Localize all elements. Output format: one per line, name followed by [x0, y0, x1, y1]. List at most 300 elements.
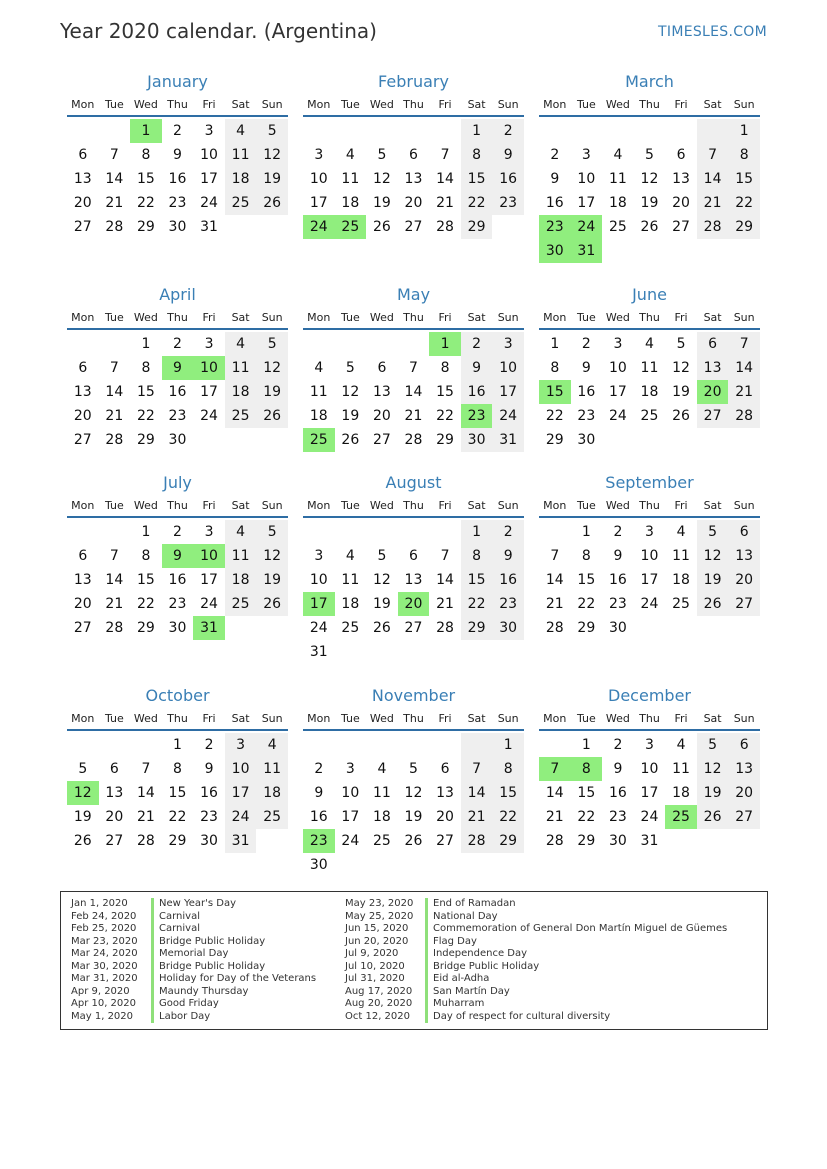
day-cell[interactable]: 27: [105, 833, 124, 849]
day-cell[interactable]: 13: [404, 572, 423, 588]
day-cell[interactable]: 19: [697, 568, 729, 592]
day-cell[interactable]: 7: [109, 147, 119, 163]
day-cell[interactable]: 6: [78, 147, 88, 163]
day-cell[interactable]: 28: [136, 833, 155, 849]
day-cell[interactable]: 17: [608, 384, 627, 400]
day-cell[interactable]: 20: [436, 809, 454, 825]
day-cell[interactable]: 9: [492, 544, 524, 568]
day-cell[interactable]: 13: [372, 384, 391, 400]
day-cell[interactable]: 6: [728, 520, 760, 544]
day-cell[interactable]: 19: [640, 195, 659, 211]
day-cell[interactable]: 26: [672, 408, 690, 424]
day-cell[interactable]: 1: [141, 336, 151, 352]
day-cell[interactable]: 2: [173, 123, 182, 139]
day-cell[interactable]: 19: [404, 809, 423, 825]
day-cell[interactable]: 30: [461, 428, 493, 452]
day-cell[interactable]: 29: [136, 620, 155, 636]
day-cell[interactable]: 22: [492, 805, 524, 829]
day-cell[interactable]: 18: [672, 572, 690, 588]
day-cell[interactable]: 29: [136, 219, 155, 235]
day-cell[interactable]: 28: [404, 432, 423, 448]
day-cell[interactable]: 15: [136, 572, 155, 588]
day-cell[interactable]: 10: [577, 171, 596, 187]
day-cell[interactable]: 4: [676, 524, 686, 540]
day-cell[interactable]: 29: [136, 432, 155, 448]
day-cell[interactable]: 26: [697, 592, 729, 616]
day-cell[interactable]: 8: [550, 360, 560, 376]
day-cell[interactable]: 8: [141, 147, 151, 163]
day-cell[interactable]: 8: [728, 143, 760, 167]
day-cell[interactable]: 16: [492, 568, 524, 592]
day-cell[interactable]: 24: [309, 620, 328, 636]
day-cell[interactable]: 3: [645, 524, 654, 540]
day-cell[interactable]: 15: [539, 380, 571, 404]
day-cell[interactable]: 29: [168, 833, 187, 849]
day-cell[interactable]: 28: [105, 432, 124, 448]
day-cell[interactable]: 23: [608, 809, 627, 825]
day-cell[interactable]: 12: [697, 544, 729, 568]
day-cell[interactable]: 14: [436, 572, 454, 588]
day-cell[interactable]: 12: [404, 785, 423, 801]
day-cell[interactable]: 9: [162, 544, 194, 568]
day-cell[interactable]: 17: [640, 785, 659, 801]
day-cell[interactable]: 18: [225, 568, 257, 592]
day-cell[interactable]: 17: [640, 572, 659, 588]
day-cell[interactable]: 22: [461, 592, 493, 616]
day-cell[interactable]: 11: [672, 761, 690, 777]
day-cell[interactable]: 16: [608, 572, 627, 588]
day-cell[interactable]: 17: [200, 384, 218, 400]
day-cell[interactable]: 15: [136, 171, 155, 187]
day-cell[interactable]: 19: [697, 781, 729, 805]
day-cell[interactable]: 14: [136, 785, 155, 801]
day-cell[interactable]: 6: [409, 548, 418, 564]
day-cell[interactable]: 25: [640, 408, 659, 424]
day-cell[interactable]: 18: [672, 785, 690, 801]
day-cell[interactable]: 31: [492, 428, 524, 452]
day-cell[interactable]: 25: [372, 833, 391, 849]
day-cell[interactable]: 9: [613, 548, 623, 564]
day-cell[interactable]: 8: [571, 757, 603, 781]
day-cell[interactable]: 4: [645, 336, 654, 352]
day-cell[interactable]: 18: [256, 781, 288, 805]
day-cell[interactable]: 12: [372, 171, 391, 187]
day-cell[interactable]: 25: [672, 596, 690, 612]
day-cell[interactable]: 8: [141, 548, 151, 564]
day-cell[interactable]: 13: [436, 785, 454, 801]
day-cell[interactable]: 27: [436, 833, 454, 849]
day-cell[interactable]: 4: [225, 520, 257, 544]
day-cell[interactable]: 7: [440, 147, 450, 163]
day-cell[interactable]: 19: [672, 384, 690, 400]
day-cell[interactable]: 2: [613, 524, 623, 540]
day-cell[interactable]: 15: [461, 568, 493, 592]
day-cell[interactable]: 20: [105, 809, 124, 825]
day-cell[interactable]: 9: [550, 171, 560, 187]
day-cell[interactable]: 1: [461, 520, 493, 544]
day-cell[interactable]: 23: [492, 191, 524, 215]
day-cell[interactable]: 20: [404, 195, 423, 211]
day-cell[interactable]: 15: [728, 167, 760, 191]
day-cell[interactable]: 11: [256, 757, 288, 781]
day-cell[interactable]: 7: [440, 548, 450, 564]
day-cell[interactable]: 13: [672, 171, 690, 187]
day-cell[interactable]: 14: [105, 171, 124, 187]
day-cell[interactable]: 6: [440, 761, 450, 777]
day-cell[interactable]: 12: [256, 143, 288, 167]
day-cell[interactable]: 14: [105, 384, 124, 400]
day-cell[interactable]: 10: [640, 548, 659, 564]
day-cell[interactable]: 16: [461, 380, 493, 404]
day-cell[interactable]: 13: [728, 757, 760, 781]
day-cell[interactable]: 9: [461, 356, 493, 380]
day-cell[interactable]: 5: [256, 119, 288, 143]
day-cell[interactable]: 26: [256, 404, 288, 428]
day-cell[interactable]: 28: [436, 620, 454, 636]
day-cell[interactable]: 17: [200, 572, 218, 588]
day-cell[interactable]: 20: [73, 408, 92, 424]
day-cell[interactable]: 30: [539, 239, 571, 263]
day-cell[interactable]: 5: [256, 332, 288, 356]
day-cell[interactable]: 30: [309, 857, 328, 873]
day-cell[interactable]: 8: [173, 761, 182, 777]
day-cell[interactable]: 19: [256, 568, 288, 592]
day-cell[interactable]: 21: [545, 596, 564, 612]
day-cell[interactable]: 13: [105, 785, 124, 801]
day-cell[interactable]: 16: [168, 572, 187, 588]
day-cell[interactable]: 24: [640, 596, 659, 612]
day-cell[interactable]: 22: [436, 408, 454, 424]
day-cell[interactable]: 3: [204, 336, 214, 352]
day-cell[interactable]: 28: [436, 219, 454, 235]
day-cell[interactable]: 9: [162, 356, 194, 380]
day-cell[interactable]: 2: [613, 737, 623, 753]
day-cell[interactable]: 11: [608, 171, 627, 187]
day-cell[interactable]: 22: [577, 596, 596, 612]
day-cell[interactable]: 23: [168, 195, 187, 211]
day-cell[interactable]: 9: [581, 360, 591, 376]
day-cell[interactable]: 28: [545, 833, 564, 849]
day-cell[interactable]: 2: [314, 761, 324, 777]
day-cell[interactable]: 18: [608, 195, 627, 211]
day-cell[interactable]: 28: [105, 219, 124, 235]
day-cell[interactable]: 4: [345, 147, 355, 163]
day-cell[interactable]: 1: [429, 332, 461, 356]
day-cell[interactable]: 28: [105, 620, 124, 636]
day-cell[interactable]: 27: [672, 219, 690, 235]
day-cell[interactable]: 19: [256, 167, 288, 191]
day-cell[interactable]: 16: [492, 167, 524, 191]
day-cell[interactable]: 27: [404, 620, 423, 636]
day-cell[interactable]: 7: [728, 332, 760, 356]
day-cell[interactable]: 17: [577, 195, 596, 211]
day-cell[interactable]: 30: [577, 432, 596, 448]
day-cell[interactable]: 31: [193, 616, 225, 640]
day-cell[interactable]: 3: [314, 147, 324, 163]
day-cell[interactable]: 28: [545, 620, 564, 636]
day-cell[interactable]: 26: [404, 833, 423, 849]
day-cell[interactable]: 17: [225, 781, 257, 805]
day-cell[interactable]: 16: [200, 785, 218, 801]
day-cell[interactable]: 1: [492, 733, 524, 757]
day-cell[interactable]: 1: [728, 119, 760, 143]
day-cell[interactable]: 11: [372, 785, 391, 801]
day-cell[interactable]: 15: [168, 785, 187, 801]
day-cell[interactable]: 14: [436, 171, 454, 187]
day-cell[interactable]: 7: [461, 757, 493, 781]
day-cell[interactable]: 16: [545, 195, 564, 211]
day-cell[interactable]: 5: [645, 147, 654, 163]
day-cell[interactable]: 25: [341, 620, 360, 636]
day-cell[interactable]: 21: [105, 195, 124, 211]
day-cell[interactable]: 17: [303, 592, 335, 616]
day-cell[interactable]: 14: [461, 781, 493, 805]
day-cell[interactable]: 22: [136, 596, 155, 612]
day-cell[interactable]: 8: [581, 548, 591, 564]
day-cell[interactable]: 3: [645, 737, 654, 753]
day-cell[interactable]: 6: [697, 332, 729, 356]
day-cell[interactable]: 15: [492, 781, 524, 805]
day-cell[interactable]: 4: [613, 147, 623, 163]
day-cell[interactable]: 23: [577, 408, 596, 424]
day-cell[interactable]: 5: [345, 360, 355, 376]
day-cell[interactable]: 2: [492, 119, 524, 143]
day-cell[interactable]: 15: [577, 785, 596, 801]
day-cell[interactable]: 28: [728, 404, 760, 428]
day-cell[interactable]: 19: [341, 408, 360, 424]
day-cell[interactable]: 27: [728, 592, 760, 616]
day-cell[interactable]: 16: [577, 384, 596, 400]
day-cell[interactable]: 24: [200, 408, 218, 424]
day-cell[interactable]: 10: [309, 572, 328, 588]
day-cell[interactable]: 22: [136, 195, 155, 211]
day-cell[interactable]: 4: [314, 360, 324, 376]
day-cell[interactable]: 22: [461, 191, 493, 215]
day-cell[interactable]: 14: [728, 356, 760, 380]
day-cell[interactable]: 13: [697, 356, 729, 380]
day-cell[interactable]: 12: [256, 544, 288, 568]
day-cell[interactable]: 24: [341, 833, 360, 849]
day-cell[interactable]: 25: [225, 592, 257, 616]
day-cell[interactable]: 30: [608, 833, 627, 849]
day-cell[interactable]: 27: [404, 219, 423, 235]
day-cell[interactable]: 6: [78, 548, 88, 564]
day-cell[interactable]: 7: [109, 548, 119, 564]
day-cell[interactable]: 27: [73, 432, 92, 448]
day-cell[interactable]: 4: [225, 119, 257, 143]
day-cell[interactable]: 20: [372, 408, 391, 424]
day-cell[interactable]: 7: [697, 143, 729, 167]
day-cell[interactable]: 8: [141, 360, 151, 376]
day-cell[interactable]: 13: [73, 171, 92, 187]
day-cell[interactable]: 23: [461, 404, 493, 428]
day-cell[interactable]: 25: [225, 404, 257, 428]
day-cell[interactable]: 29: [577, 620, 596, 636]
day-cell[interactable]: 20: [73, 195, 92, 211]
day-cell[interactable]: 7: [539, 757, 571, 781]
day-cell[interactable]: 7: [550, 548, 560, 564]
day-cell[interactable]: 3: [314, 548, 324, 564]
day-cell[interactable]: 17: [492, 380, 524, 404]
day-cell[interactable]: 20: [728, 568, 760, 592]
day-cell[interactable]: 11: [225, 544, 257, 568]
day-cell[interactable]: 16: [309, 809, 328, 825]
day-cell[interactable]: 26: [256, 191, 288, 215]
day-cell[interactable]: 30: [608, 620, 627, 636]
day-cell[interactable]: 27: [728, 805, 760, 829]
day-cell[interactable]: 14: [697, 167, 729, 191]
day-cell[interactable]: 28: [461, 829, 493, 853]
day-cell[interactable]: 31: [225, 829, 257, 853]
day-cell[interactable]: 23: [168, 408, 187, 424]
day-cell[interactable]: 17: [341, 809, 360, 825]
day-cell[interactable]: 21: [461, 805, 493, 829]
day-cell[interactable]: 19: [73, 809, 92, 825]
day-cell[interactable]: 10: [225, 757, 257, 781]
day-cell[interactable]: 8: [492, 757, 524, 781]
day-cell[interactable]: 4: [225, 332, 257, 356]
day-cell[interactable]: 22: [545, 408, 564, 424]
day-cell[interactable]: 13: [73, 384, 92, 400]
day-cell[interactable]: 29: [492, 829, 524, 853]
day-cell[interactable]: 29: [577, 833, 596, 849]
day-cell[interactable]: 15: [136, 384, 155, 400]
day-cell[interactable]: 6: [109, 761, 119, 777]
day-cell[interactable]: 20: [73, 596, 92, 612]
day-cell[interactable]: 31: [571, 239, 603, 263]
day-cell[interactable]: 30: [168, 432, 187, 448]
day-cell[interactable]: 9: [613, 761, 623, 777]
day-cell[interactable]: 23: [200, 809, 218, 825]
day-cell[interactable]: 26: [256, 592, 288, 616]
day-cell[interactable]: 6: [377, 360, 387, 376]
day-cell[interactable]: 18: [640, 384, 659, 400]
day-cell[interactable]: 1: [130, 119, 162, 143]
day-cell[interactable]: 3: [225, 733, 257, 757]
day-cell[interactable]: 27: [73, 620, 92, 636]
day-cell[interactable]: 24: [200, 195, 218, 211]
day-cell[interactable]: 8: [461, 544, 493, 568]
day-cell[interactable]: 2: [550, 147, 560, 163]
day-cell[interactable]: 18: [309, 408, 328, 424]
day-cell[interactable]: 15: [436, 384, 454, 400]
day-cell[interactable]: 14: [404, 384, 423, 400]
day-cell[interactable]: 2: [492, 520, 524, 544]
day-cell[interactable]: 21: [404, 408, 423, 424]
day-cell[interactable]: 25: [608, 219, 627, 235]
day-cell[interactable]: 26: [73, 833, 92, 849]
day-cell[interactable]: 3: [204, 524, 214, 540]
day-cell[interactable]: 2: [204, 737, 214, 753]
day-cell[interactable]: 21: [728, 380, 760, 404]
day-cell[interactable]: 5: [256, 520, 288, 544]
day-cell[interactable]: 7: [409, 360, 418, 376]
day-cell[interactable]: 25: [665, 805, 697, 829]
day-cell[interactable]: 24: [492, 404, 524, 428]
day-cell[interactable]: 12: [640, 171, 659, 187]
day-cell[interactable]: 31: [309, 644, 328, 660]
day-cell[interactable]: 14: [105, 572, 124, 588]
day-cell[interactable]: 22: [577, 809, 596, 825]
day-cell[interactable]: 28: [697, 215, 729, 239]
day-cell[interactable]: 1: [550, 336, 560, 352]
day-cell[interactable]: 21: [105, 596, 124, 612]
day-cell[interactable]: 3: [492, 332, 524, 356]
day-cell[interactable]: 12: [67, 781, 99, 805]
day-cell[interactable]: 11: [640, 360, 659, 376]
day-cell[interactable]: 10: [492, 356, 524, 380]
day-cell[interactable]: 24: [571, 215, 603, 239]
day-cell[interactable]: 20: [672, 195, 690, 211]
day-cell[interactable]: 1: [581, 737, 591, 753]
day-cell[interactable]: 12: [341, 384, 360, 400]
day-cell[interactable]: 23: [168, 596, 187, 612]
day-cell[interactable]: 12: [372, 572, 391, 588]
day-cell[interactable]: 15: [461, 167, 493, 191]
day-cell[interactable]: 2: [461, 332, 493, 356]
day-cell[interactable]: 26: [372, 620, 391, 636]
day-cell[interactable]: 21: [436, 596, 454, 612]
day-cell[interactable]: 14: [545, 572, 564, 588]
day-cell[interactable]: 20: [398, 592, 430, 616]
day-cell[interactable]: 6: [409, 147, 418, 163]
day-cell[interactable]: 21: [105, 408, 124, 424]
day-cell[interactable]: 11: [309, 384, 328, 400]
day-cell[interactable]: 11: [225, 356, 257, 380]
day-cell[interactable]: 3: [613, 336, 623, 352]
day-cell[interactable]: 16: [608, 785, 627, 801]
day-cell[interactable]: 21: [697, 191, 729, 215]
day-cell[interactable]: 19: [372, 596, 391, 612]
day-cell[interactable]: 10: [193, 356, 225, 380]
day-cell[interactable]: 3: [345, 761, 355, 777]
day-cell[interactable]: 18: [341, 596, 360, 612]
day-cell[interactable]: 26: [372, 219, 391, 235]
day-cell[interactable]: 29: [436, 432, 454, 448]
day-cell[interactable]: 24: [225, 805, 257, 829]
day-cell[interactable]: 31: [200, 219, 218, 235]
day-cell[interactable]: 15: [577, 572, 596, 588]
day-cell[interactable]: 11: [341, 171, 360, 187]
day-cell[interactable]: 8: [461, 143, 493, 167]
day-cell[interactable]: 21: [545, 809, 564, 825]
day-cell[interactable]: 26: [640, 219, 659, 235]
day-cell[interactable]: 18: [372, 809, 391, 825]
day-cell[interactable]: 21: [436, 195, 454, 211]
day-cell[interactable]: 10: [341, 785, 360, 801]
day-cell[interactable]: 25: [335, 215, 367, 239]
day-cell[interactable]: 13: [404, 171, 423, 187]
day-cell[interactable]: 30: [200, 833, 218, 849]
day-cell[interactable]: 19: [372, 195, 391, 211]
day-cell[interactable]: 22: [728, 191, 760, 215]
day-cell[interactable]: 1: [141, 524, 151, 540]
day-cell[interactable]: 29: [461, 215, 493, 239]
day-cell[interactable]: 23: [303, 829, 335, 853]
day-cell[interactable]: 9: [492, 143, 524, 167]
day-cell[interactable]: 5: [697, 520, 729, 544]
day-cell[interactable]: 30: [168, 620, 187, 636]
day-cell[interactable]: 23: [492, 592, 524, 616]
day-cell[interactable]: 5: [409, 761, 418, 777]
day-cell[interactable]: 26: [341, 432, 360, 448]
day-cell[interactable]: 4: [345, 548, 355, 564]
day-cell[interactable]: 5: [676, 336, 686, 352]
day-cell[interactable]: 1: [173, 737, 182, 753]
day-cell[interactable]: 10: [640, 761, 659, 777]
day-cell[interactable]: 25: [256, 805, 288, 829]
day-cell[interactable]: 18: [341, 195, 360, 211]
